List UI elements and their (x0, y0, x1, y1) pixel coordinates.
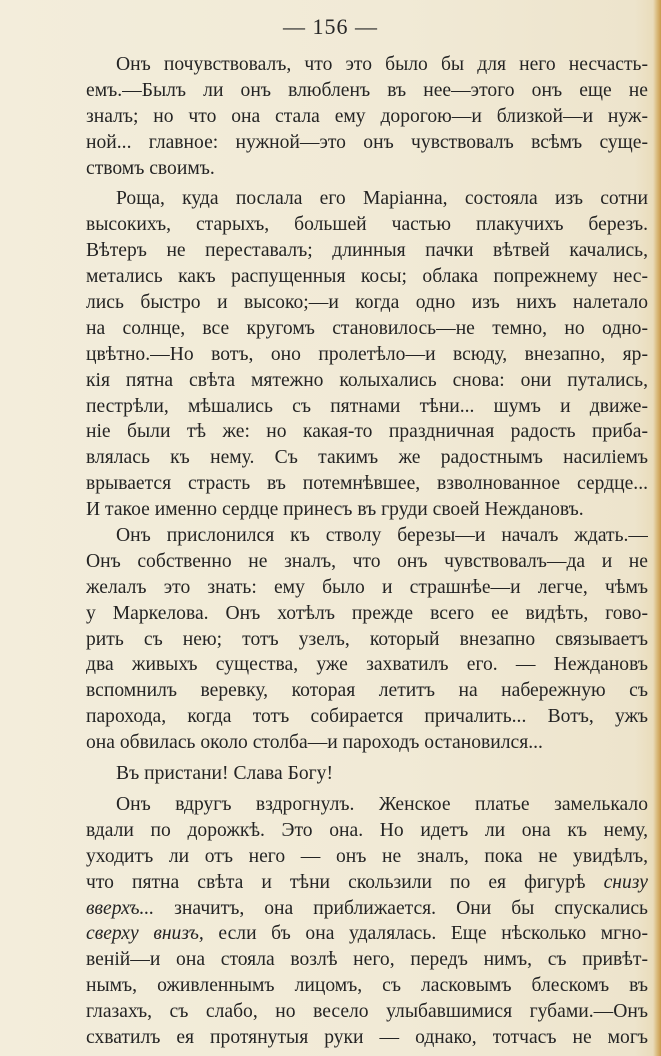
text-line: вверхъ... значитъ, она приближается. Они бы спускались (86, 897, 648, 919)
text-line: Онъ прислонился къ стволу березы—и началъ ждать.— (116, 525, 648, 547)
text-line: Вѣтеръ не переставалъ; длинныя пачки вѣтвей качались, (86, 240, 648, 262)
text-line: на солнце, все кругомъ становилось—не темно, но одно- (86, 317, 648, 339)
italic-phrase: сверху внизъ, (86, 923, 204, 945)
text-line: зналъ; но что она стала ему дорогою—и близкой—и нуж- (86, 105, 648, 127)
text-line: метались какъ распущенныя косы; облака попрежнему нес- (86, 266, 648, 288)
text-line: ніе были тѣ же: но какая-то праздничная радость приба- (86, 421, 648, 443)
text-line: цвѣтно.—Но вотъ, оно пролетѣло—и всюду, внезапно, яр- (86, 343, 648, 365)
text-line: Онъ почувствовалъ, что это было бы для него несчасть- (116, 54, 648, 75)
text-line: схватилъ ея протянутыя руки — однако, тотчасъ не могъ (86, 1026, 648, 1048)
text-line: вдали по дорожкѣ. Это она. Но идетъ ли она къ нему, (86, 819, 648, 841)
text-line: врывается страсть въ потемнѣвшее, взволнованное сердце... (86, 473, 648, 495)
page-edge-shadow (653, 0, 661, 1056)
text-line: кія пятна свѣта мятежно колыхались снова: они путались, (86, 369, 648, 391)
text-line: емъ.—Былъ ли онъ влюбленъ въ нее—этого онъ еще не (86, 79, 648, 101)
text-line: ной... главное: нужной—это онъ чувствовалъ всѣмъ суще- (86, 131, 648, 153)
text-line: она обвилась около столба—и пароходъ остановился... (86, 732, 543, 754)
text-line: Онъ собственно не зналъ, что онъ чувствовалъ—да и не (86, 550, 648, 572)
text-line: что пятна свѣта и тѣни скользили по ея фигурѣ снизу (86, 871, 648, 893)
text-line: нымъ, оживленнымъ лицомъ, съ ласковымъ блескомъ въ (86, 975, 648, 997)
text-line: веній—и она стояла возлѣ него, передъ нимъ, съ привѣт- (86, 949, 648, 971)
text-line: ствомъ своимъ. (86, 157, 215, 179)
text-line: вспомнилъ веревку, которая летитъ на набережную съ (86, 680, 648, 702)
text-line: высокихъ, старыхъ, большей частью плакучихъ березъ. (86, 214, 648, 236)
text-line: сверху внизъ, если бъ она удалялась. Еще нѣсколько мгно- (86, 923, 648, 945)
text-line: парохода, когда тотъ собирается причалить... Вотъ, ужъ (86, 706, 648, 728)
text-line: И такое именно сердце принесъ въ груди своей Неждановъ. (86, 499, 584, 521)
text-line: глазахъ, съ слабо, но весело улыбавшимися губами.—Онъ (86, 1001, 648, 1023)
text-line: Роща, куда послала его Маріанна, состояла изъ сотни (116, 188, 648, 210)
text-line: пестрѣли, мѣшались съ пятнами тѣни... шумъ и движе- (86, 395, 648, 417)
text-line: влялась къ нему. Съ такимъ же радостнымъ насиліемъ (86, 447, 648, 469)
text-line: рить съ нею; тотъ узелъ, который внезапно связываетъ (86, 628, 648, 650)
text-line: у Маркелова. Онъ хотѣлъ прежде всего ее видѣть, гово- (86, 602, 648, 624)
text-body (86, 52, 648, 1051)
text-line: уходитъ ли отъ него — онъ не зналъ, пока не увидѣлъ, (86, 845, 648, 867)
text-line: желалъ это знать: ему было и страшнѣе—и легче, чѣмъ (86, 576, 648, 598)
page-number: — 156 — (283, 14, 378, 39)
text-line: Въ пристани! Слава Богу! (116, 763, 333, 785)
italic-phrase: вверхъ... (86, 897, 155, 919)
text-line: лись быстро и высоко;—и когда одно изъ нихъ налетало (86, 292, 648, 314)
text-line: Онъ вдругъ вздрогнулъ. Женское платье замелькало (116, 793, 648, 815)
text-line: два живыхъ существа, уже захватилъ его. — Неждановъ (86, 654, 648, 676)
italic-phrase: снизу (603, 871, 648, 893)
